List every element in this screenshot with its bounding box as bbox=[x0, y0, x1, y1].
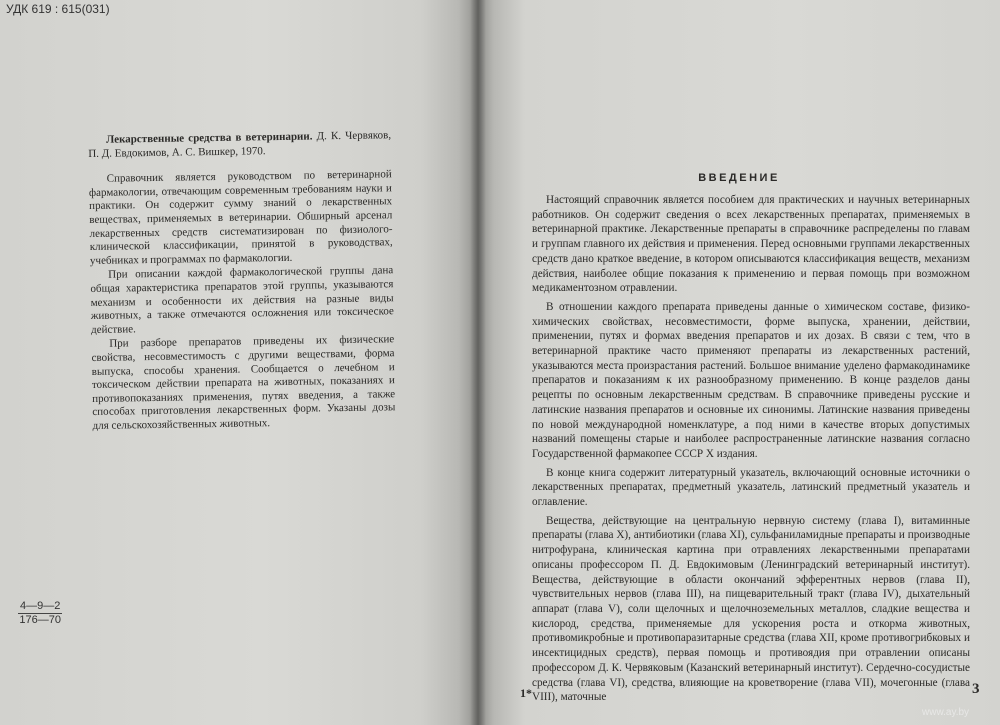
intro-body bbox=[532, 193, 970, 709]
bibliographic-entry bbox=[88, 129, 391, 161]
print-code-top: 4—9—2 bbox=[20, 600, 61, 612]
book-authors: Д. К. Червяков, П. Д. Евдокимов, А. С. Вишкер, 1970. bbox=[88, 129, 392, 160]
book-gutter bbox=[470, 0, 486, 725]
print-code-bottom: 176—70 bbox=[19, 614, 61, 626]
intro-heading: ВВЕДЕНИЕ bbox=[698, 172, 780, 184]
abstract-paragraph-1: Справочник является руководством по ветеринарной фармакологии, отвечающим современным требованиям науки и практики. Он содержит сумму знаний о лекарственных веществах, применяемых в ветеринарии. Обширный арсенал лекарственных средств систематизирован по физиолого-клинической классификации, принятой в руководствах, учебниках и программах по фармакологии. bbox=[88, 168, 393, 267]
intro-paragraph-1: Настоящий справочник является пособием для практических и научных ветеринарных работников. Он содержит сведения о всех лекарственных препаратах, применяемых в ветеринарной практике. Лекарственные препараты в справочнике распределены по главам и группам главного их действия и применения. Перед основными группами лекарственных средств дано краткое введение, в котором описываются классификация веществ, механизм действия, наиболее общие показания к применению и первая помощь при возможном медикаментозном отравлении. bbox=[532, 194, 970, 295]
intro-paragraph-4: Вещества, действующие на центральную нервную систему (глава I), витаминные препараты (глава X), антибиотики (глава XI), сульфаниламидные препараты и производные нитрофурана, клиническая картина при отравлениях лекарственными препаратами описаны профессором П. Д. Евдокимовым (Ленинградский ветеринарный институт). Вещества, действующие в области окончаний эфферентных нервов (глава II), чувствительных нервов (глава III), на пищеварительный тракт (глава IV), дыхательный аппарат (глава V), соли щелочных и щелочноземельных металлов, сладкие вещества и кислород, средства, применяемые для ускорения роста и откорма животных, противомикробные и противопаразитарные средства (глава XII, кроме противогрибковых и инсектицидных средств), первая помощь и противоядия при отравлении описаны профессором Д. К. Червяковым (Казанский ветеринарный институт). Сердечно-сосудистые средства (глава VI), средства, влияющие на кроветворение (глава VII), мочегонные (глава VIII), маточные bbox=[532, 514, 970, 704]
book-title: Лекарственные средства в ветеринарии. bbox=[105, 130, 313, 146]
udk-code: УДК 619 : 615(031) bbox=[6, 2, 110, 16]
abstract-paragraph-2: При описании каждой фармакологической группы дана общая характеристика препаратов этой группы, указываются механизм и особенности их действия на разные виды животных, а также отмечаются осложнения или токсическое действие. bbox=[90, 264, 394, 336]
intro-paragraph-3: В конце книга содержит литературный указатель, включающий основные источники о лекарственных препаратах, предметный указатель, латинский предметный указатель и оглавление. bbox=[532, 466, 970, 509]
abstract-block bbox=[88, 129, 396, 433]
print-code bbox=[18, 600, 62, 627]
page-number: 3 bbox=[972, 681, 980, 697]
abstract-paragraph-3: При разборе препаратов приведены их физические свойства, несовместимость с другими веществами, форма выпуска, способы хранения. Сообщается о лечебном и токсическом действии препарата на животных, показаниях и противопоказаниях применения, путях введения, а также способах приготовления лекарственных форм. Указаны дозы для сельскохозяйственных животных. bbox=[91, 333, 396, 432]
signature-mark: 1* bbox=[520, 686, 532, 700]
intro-paragraph-2: В отношении каждого препарата приведены данные о химическом составе, физико-химических свойствах, несовместимости, форме выпуска, хранении, действии, применении, путях и формах введения препаратов и их дозах. В связи с тем, что в ветеринарной практике часто применяют препараты из лекарственных растений, указываются места произрастания растений. Большое внимание уделено фармакодинамике препаратов и показаниям к их разнообразному применению. В конце разделов даны рецепты по основным лекарственным средствам. В справочнике приведены русские и латинские названия препаратов и основные их синонимы. Латинские названия приведены по новой международной номенклатуре, а под ними в качестве вторых допустимых названий помещены старые и наиболее распространенные латинские названия согласно Государственной фармакопее СССР X издания. bbox=[532, 300, 970, 460]
site-watermark: www.ay.by bbox=[922, 707, 970, 718]
